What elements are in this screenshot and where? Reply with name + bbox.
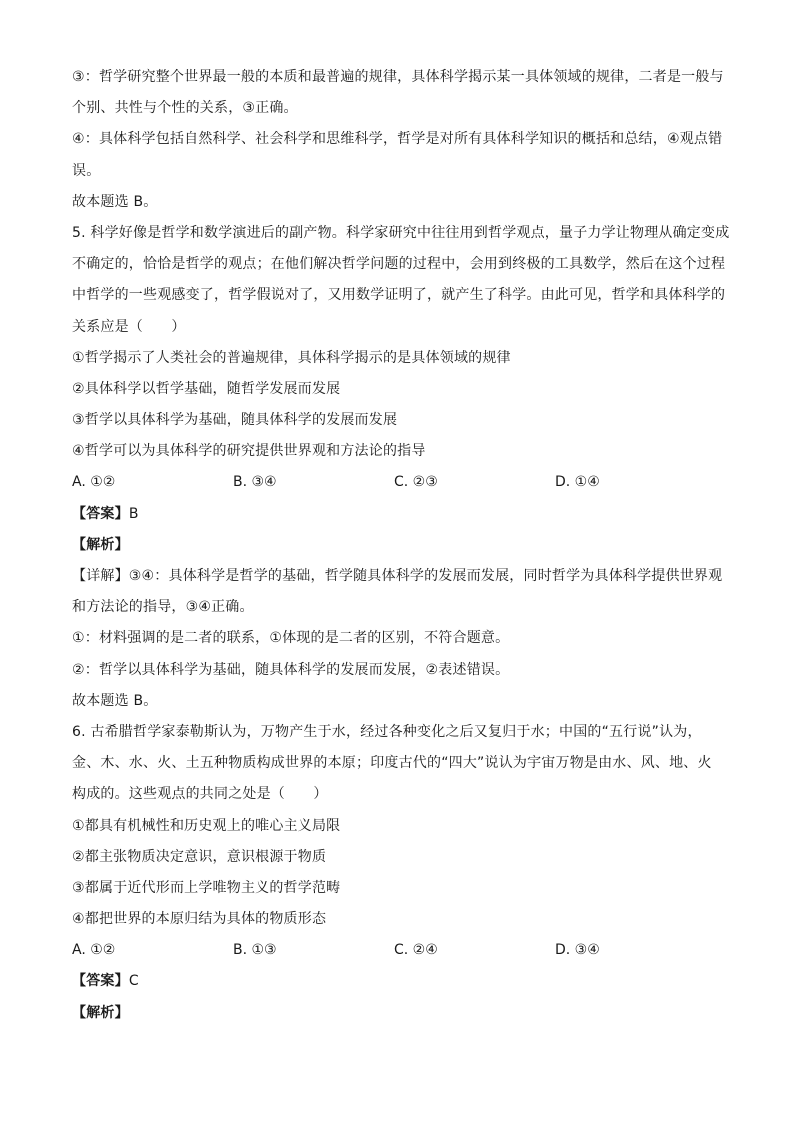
- answer-options: [72, 467, 732, 498]
- text-line: ③：哲学研究整个世界最一般的本质和最普遍的规律，具体科学揭示某一具体领域的规律，二者是一般与: [72, 69, 724, 85]
- option-b: B. ①③: [233, 942, 277, 959]
- option-a: A. ①②: [72, 942, 116, 959]
- detail-line: ①：材料强调的是二者的联系，①体现的是二者的区别，不符合题意。: [72, 630, 510, 647]
- detail-line: ②：哲学以具体科学为基础，随具体科学的发展而发展，②表述错误。: [72, 661, 510, 678]
- statement: ④都把世界的本原归结为具体的物质形态: [72, 911, 327, 928]
- question-stem-line: 金、木、水、火、土五种物质构成世界的本原；印度古代的“四大”说认为宇宙万物是由水、风、地、火: [72, 755, 712, 772]
- answer-label: 【答案】: [72, 973, 129, 990]
- statement: ①都具有机械性和历史观上的唯心主义局限: [72, 817, 341, 834]
- detail-line: 【详解】③④：具体科学是哲学的基础，哲学随具体科学的发展而发展，同时哲学为具体科学提供世界观: [72, 568, 723, 584]
- option-d: D. ③④: [555, 942, 600, 959]
- text-line: 故本题选 B。: [72, 193, 158, 210]
- statement: ②具体科学以哲学基础，随哲学发展而发展: [72, 380, 341, 397]
- answer-line: [72, 966, 732, 997]
- answer-value: B: [128, 505, 139, 522]
- question-stem-line: 6. 古希腊哲学家泰勒斯认为，万物产生于水，经过各种变化之后又复归于水；中国的“五行说”认为，: [72, 723, 702, 740]
- answer-value: C: [128, 973, 139, 990]
- detail-line: 故本题选 B。: [72, 692, 158, 709]
- question-stem-line: 不确定的，恰恰是哲学的观点；在他们解决哲学问题的过程中，会用到终极的工具数学，然后在这个过程: [72, 256, 726, 273]
- analysis-label: 【解析】: [72, 536, 129, 553]
- answer-options: [72, 935, 732, 966]
- question-5: [72, 218, 732, 717]
- answer-label: 【答案】: [72, 505, 129, 522]
- text-line: 个别、共性与个性的关系，③正确。: [72, 100, 298, 117]
- option-b: B. ③④: [233, 474, 277, 491]
- statement: ③都属于近代形而上学唯物主义的哲学范畴: [72, 879, 341, 896]
- question-stem-line: 构成的。这些观点的共同之处是（ ）: [72, 786, 328, 803]
- option-d: D. ①④: [555, 474, 600, 491]
- question-stem-line: 关系应是（ ）: [72, 318, 186, 335]
- detail-line: 和方法论的指导，③④正确。: [72, 599, 254, 616]
- option-a: A. ①②: [72, 474, 116, 491]
- question-stem-line: 5. 科学好像是哲学和数学演进后的副产物。科学家研究中往往用到哲学观点，量子力学让物理从确定变成: [72, 224, 730, 241]
- statement: ①哲学揭示了人类社会的普遍规律，具体科学揭示的是具体领域的规律: [72, 349, 511, 366]
- option-c: C. ②③: [394, 474, 438, 491]
- text-line: ④：具体科学包括自然科学、社会科学和思维科学，哲学是对所有具体科学知识的概括和总结，④观点错: [72, 131, 723, 148]
- option-c: C. ②④: [394, 942, 438, 959]
- document-page: [72, 62, 732, 1029]
- analysis-label: 【解析】: [72, 1004, 129, 1021]
- statement: ④哲学可以为具体科学的研究提供世界观和方法论的指导: [72, 443, 426, 460]
- statement: ③哲学以具体科学为基础，随具体科学的发展而发展: [72, 412, 398, 429]
- text-line: 误。: [72, 162, 101, 179]
- answer-line: [72, 499, 732, 530]
- question-stem-line: 中哲学的一些观感变了，哲学假说对了，又用数学证明了，就产生了科学。由此可见，哲学和具体科学的: [72, 287, 726, 304]
- statement: ②都主张物质决定意识，意识根源于物质: [72, 848, 327, 865]
- question-6: [72, 717, 732, 1029]
